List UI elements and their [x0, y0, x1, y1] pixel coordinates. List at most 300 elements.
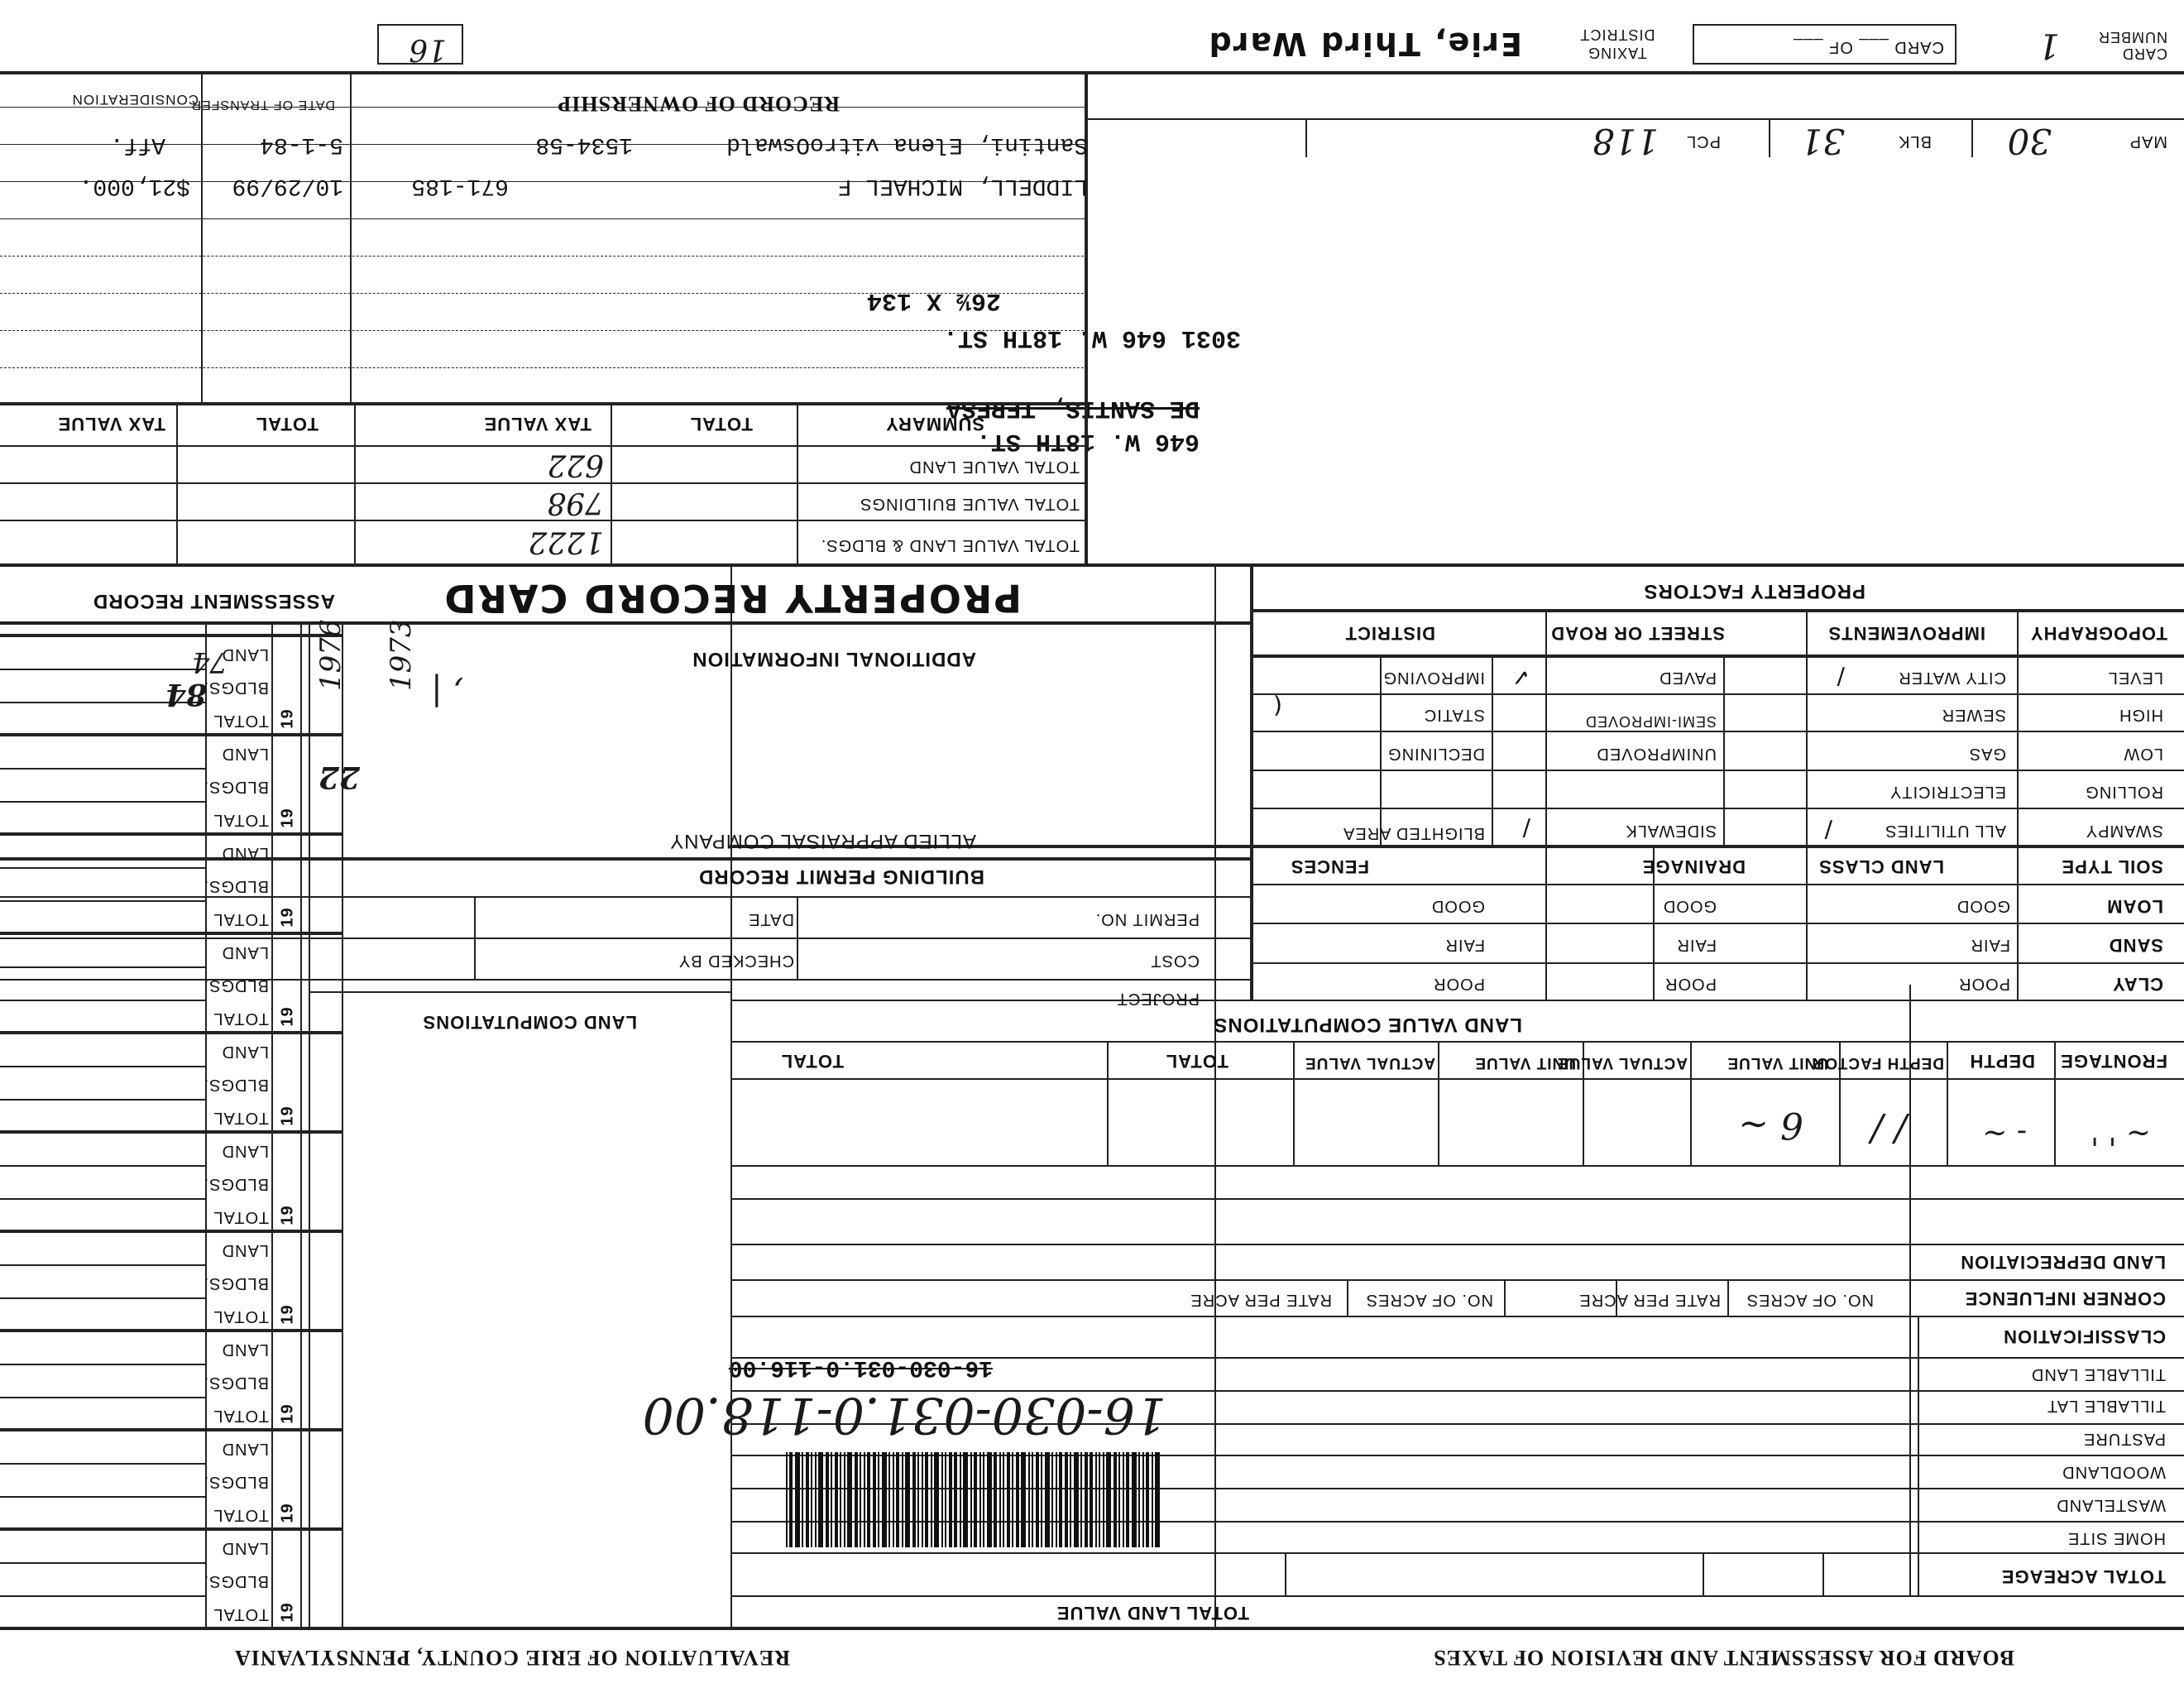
assessment-row-line — [0, 1496, 207, 1498]
class-col-c — [1504, 1281, 1506, 1317]
street-unimproved: UNIMPROVED — [1596, 745, 1717, 763]
pf-v7 — [1250, 567, 1253, 1001]
barcode-bar — [983, 1452, 984, 1547]
permit-r3 — [0, 979, 1253, 981]
frame-top — [0, 1627, 2184, 1630]
land-grid-v1 — [1918, 1316, 1919, 1597]
summary-header-total-2: TOTAL — [255, 414, 318, 434]
assessment-row-label: LAND — [221, 844, 269, 862]
barcode-bar — [970, 1452, 972, 1547]
assessment-year-prefix: 19 — [278, 1205, 297, 1225]
land-row-8 — [732, 1316, 2184, 1317]
pf-row8 — [1253, 693, 2184, 695]
soil-type-header: SOIL TYPE — [2061, 856, 2163, 877]
barcode-bar — [941, 1452, 943, 1547]
drainage-header: DRAINAGE — [1641, 856, 1746, 877]
ownership-title: RECORD OF OWNERSHIP — [557, 92, 840, 116]
ownership-entry-2-ref: 671-185 — [411, 173, 509, 199]
barcode-bar — [1106, 1452, 1111, 1547]
total-land-value-label: TOTAL LAND VALUE — [1056, 1603, 1249, 1623]
summary-r2 — [0, 482, 1088, 484]
summary-value-land: 622 — [547, 448, 604, 482]
assessment-row-line — [0, 733, 343, 736]
fences-poor: POOR — [1433, 975, 1485, 993]
barcode-bar — [922, 1452, 923, 1547]
barcode-bar — [1070, 1452, 1071, 1547]
map-v1 — [1971, 120, 1973, 157]
barcode-bar — [855, 1452, 858, 1547]
pf-row7 — [1253, 731, 2184, 732]
assessment-row-line — [0, 1463, 207, 1465]
barcode-bar — [882, 1452, 887, 1547]
map-value: 30 — [2007, 121, 2052, 161]
land-comp-v — [730, 993, 732, 1630]
additional-info-title: ADDITIONAL INFORMATION — [692, 648, 976, 670]
barcode-bar — [963, 1452, 968, 1547]
assessment-record-title: ASSESSMENT RECORD — [92, 590, 335, 612]
assessment-row-label: TOTAL — [213, 1307, 269, 1326]
district-improving: IMPROVING — [1382, 669, 1485, 687]
land-label-col — [1909, 985, 1911, 1597]
land-computations-title: LAND COMPUTATIONS — [422, 1012, 637, 1033]
summary-r4 — [0, 402, 1088, 405]
pf-v1 — [2017, 612, 2019, 1001]
permit-cost: COST — [1150, 952, 1200, 970]
assessment-year-prefix: 19 — [278, 708, 297, 729]
assessment-year-prefix: 19 — [278, 907, 297, 928]
label-tillable-land: TILLABLE LAND — [2030, 1365, 2166, 1383]
land-class-header: LAND CLASS — [1818, 856, 1944, 877]
check-paved: ✓ — [1511, 664, 1530, 691]
assessment-row-line — [0, 1562, 207, 1564]
parcel-number-handwritten: 16-030-031.0-118.00 — [642, 1386, 1166, 1444]
assessment-row-line — [0, 1428, 343, 1431]
assessment-row-line — [0, 1165, 207, 1167]
landclass-good: GOOD — [1956, 897, 2010, 915]
ownership-ruled-line — [0, 293, 1088, 294]
ownership-entry-1-ref: 1534-58 — [535, 132, 633, 157]
barcode-bar — [864, 1452, 865, 1547]
assessment-year-prefix: 19 — [278, 1006, 297, 1027]
land-grid-v3 — [1703, 1554, 1704, 1597]
district-static: STATIC — [1423, 706, 1485, 724]
assessment-row-label: LAND — [221, 1440, 269, 1458]
barcode-bar — [789, 1452, 793, 1547]
card-number-value: 1 — [2038, 26, 2060, 66]
barcode-bar — [987, 1452, 992, 1547]
barcode-bar — [979, 1452, 981, 1547]
barcode-bar — [999, 1452, 1001, 1547]
pf-row9 — [1253, 655, 2184, 658]
barcode-bar — [1028, 1452, 1030, 1547]
summary-v2 — [611, 405, 612, 567]
barcode-bar — [1074, 1452, 1079, 1547]
barcode-bar — [1126, 1452, 1129, 1547]
map-label: MAP — [2129, 132, 2167, 151]
assessment-row-line — [0, 1099, 207, 1101]
owner-dimensions: 26½ X 134 — [866, 286, 1001, 314]
owner-struck: DE SANTIS, TERESA — [946, 394, 1200, 422]
label-classification: CLASSIFICATION — [2003, 1326, 2166, 1347]
barcode-bar — [1080, 1452, 1082, 1547]
barcode-bar — [994, 1452, 997, 1547]
map-row-top — [1088, 118, 2184, 120]
col-no-of-acres-2: NO. OF ACRES — [1365, 1291, 1493, 1309]
comp-v8 — [1107, 1043, 1109, 1167]
barcode-bar — [925, 1452, 928, 1547]
comp-v1 — [2054, 1043, 2056, 1167]
barcode-bar — [831, 1452, 832, 1547]
street-semi-improved: SEMI-IMPROVED — [1584, 713, 1717, 730]
pf-v4 — [1545, 612, 1547, 1001]
ownership-col-transfer: DATE OF TRANSFER — [190, 98, 335, 112]
pf-row3 — [1253, 884, 2184, 885]
barcode-bar — [847, 1452, 852, 1547]
land-row-9 — [732, 1279, 2184, 1281]
pf-district-header: DISTRICT — [1344, 623, 1435, 644]
barcode-bar — [802, 1452, 803, 1547]
barcode-bar — [840, 1452, 841, 1547]
barcode-bar — [1090, 1452, 1093, 1547]
assessment-row-label: TOTAL — [213, 1009, 269, 1028]
barcode-bar — [818, 1452, 823, 1547]
barcode-bar — [945, 1452, 946, 1547]
assessment-row-label: BLDGS. — [203, 679, 269, 697]
assessment-row-label: LAND — [221, 1142, 269, 1160]
addl-info-v2 — [309, 625, 310, 1630]
barcode-bar — [1045, 1452, 1050, 1547]
barcode-bar — [1114, 1452, 1117, 1547]
summary-value-total: 1222 — [528, 525, 604, 559]
pf-topography-header: TOPOGRAPHY — [2029, 623, 2167, 644]
comp-frontage: FRONTAGE — [2060, 1051, 2167, 1072]
permit-project: PROJECT — [1116, 990, 1200, 1008]
barcode-bar — [888, 1452, 890, 1547]
comp-mark-4: 6 ~ — [1738, 1104, 1803, 1146]
fences-fair: FAIR — [1444, 936, 1485, 954]
summary-row-buildings: TOTAL VALUE BUILDINGS — [860, 495, 1080, 513]
pf-row6 — [1253, 770, 2184, 771]
permit-title: BUILDING PERMIT RECORD — [698, 866, 984, 888]
comp-mark-2: - ~ — [1982, 1116, 2027, 1150]
assessment-year-prefix: 19 — [278, 808, 297, 828]
permit-top — [0, 857, 1253, 861]
ownership-entry-1-consideration: Aff. — [109, 132, 165, 157]
summary-header-taxvalue-1: TAX VALUE — [483, 414, 592, 434]
barcode-bar — [1118, 1452, 1120, 1547]
barcode-bar — [867, 1452, 870, 1547]
barcode-bar — [1032, 1452, 1033, 1547]
comp-v6 — [1438, 1043, 1439, 1167]
topo-high: HIGH — [2119, 706, 2163, 724]
barcode-bar — [1085, 1452, 1088, 1547]
property-record-card-title: PROPERTY RECORD CARD — [443, 576, 1022, 621]
assessment-row-line — [0, 1527, 343, 1531]
map-v3 — [1305, 120, 1307, 157]
assessment-row-line — [0, 669, 207, 670]
topo-rolling: ROLLING — [2085, 783, 2163, 801]
pf-v6 — [1380, 658, 1382, 848]
label-home-site: HOME SITE — [2067, 1529, 2166, 1547]
soil-sand: SAND — [2108, 935, 2163, 956]
assessment-row-label: LAND — [221, 943, 269, 961]
assessment-row-label: TOTAL — [213, 1605, 269, 1623]
parcel-barcode — [779, 1452, 1160, 1547]
comp-v2 — [1947, 1043, 1948, 1167]
comp-row-top — [732, 1165, 2184, 1167]
assessment-row-label: TOTAL — [213, 1109, 269, 1127]
assessment-row-label: TOTAL — [213, 910, 269, 928]
barcode-bar — [917, 1452, 919, 1547]
permit-r2 — [0, 938, 1253, 939]
owner-address-2: 646 W. 18TH ST. — [975, 427, 1200, 455]
pf-improvements-header: IMPROVEMENTS — [1827, 623, 1985, 644]
barcode-bar — [1142, 1452, 1144, 1547]
comp-depth-factor: DEPTH FACTOR — [1812, 1054, 1944, 1072]
permit-v1 — [797, 898, 798, 981]
header-county-title: REVALUATION OF ERIE COUNTY, PENNSYLVANIA — [233, 1646, 790, 1670]
ownership-ruled-line — [0, 330, 1088, 331]
topo-low: LOW — [2123, 745, 2163, 763]
barcode-bar — [1051, 1452, 1053, 1547]
assessment-year-prefix: 19 — [278, 1503, 297, 1523]
barcode-bar — [1003, 1452, 1004, 1547]
label-tillable-lat: TILLABLE LAT — [2047, 1397, 2166, 1415]
pf-v3 — [1723, 658, 1725, 848]
label-wasteland: WASTELAND — [2056, 1496, 2166, 1514]
own-v1 — [350, 74, 352, 405]
assess-v3 — [271, 625, 273, 1630]
land-row-11 — [732, 1198, 2184, 1200]
comp-unit-value-1: UNIT VALUE — [1727, 1054, 1828, 1072]
comp-total-1: TOTAL — [1165, 1051, 1228, 1072]
assessment-row-line — [0, 1066, 207, 1067]
barcode-bar — [896, 1452, 899, 1547]
label-woodland: WOODLAND — [2062, 1463, 2166, 1481]
assessment-row-line — [0, 634, 343, 637]
barcode-bar — [815, 1452, 817, 1547]
drainage-good: GOOD — [1662, 897, 1717, 915]
assessment-year-prefix: 19 — [278, 1304, 297, 1325]
taxing-district-value: Erie, Third Ward — [1207, 26, 1522, 62]
assessment-row-line — [0, 900, 207, 902]
assessment-row-label: LAND — [221, 645, 269, 664]
assessment-row-line — [0, 768, 207, 770]
landclass-fair: FAIR — [1970, 936, 2010, 954]
label-corner-influence: CORNER INFLUENCE — [1964, 1288, 2166, 1309]
class-col-a — [1727, 1281, 1729, 1317]
land-comp-h — [310, 991, 732, 993]
assessment-row-label: BLDGS. — [203, 976, 269, 995]
pf-top — [732, 1000, 2184, 1001]
comp-depth: DEPTH — [1969, 1051, 2035, 1072]
topo-level: LEVEL — [2107, 669, 2163, 687]
summary-header-summary: SUMMARY — [885, 414, 984, 434]
own-v2 — [201, 74, 203, 405]
land-grid-v2 — [1822, 1554, 1824, 1597]
assessment-row-line — [0, 867, 207, 869]
assessment-row-label: LAND — [221, 1340, 269, 1359]
assessment-row-label: BLDGS. — [203, 877, 269, 895]
ownership-ruled-line — [0, 218, 1088, 219]
comp-total-2: TOTAL — [780, 1051, 844, 1072]
street-paved: PAVED — [1659, 669, 1717, 687]
barcode-bar — [1152, 1452, 1153, 1547]
assessment-year-prefix: 19 — [278, 1602, 297, 1623]
ownership-entry-2-consideration: $21,000. — [79, 173, 190, 199]
land-grid-v4 — [1285, 1554, 1286, 1597]
landclass-poor: POOR — [1958, 975, 2010, 993]
barcode-bar — [960, 1452, 961, 1547]
imp-gas: GAS — [1968, 745, 2006, 763]
barcode-bar — [893, 1452, 894, 1547]
assessment-row-line — [0, 932, 343, 935]
imp-all-utilities: ALL UTILITIES — [1885, 822, 2006, 840]
frame-bottom — [0, 71, 2184, 74]
drainage-poor: POOR — [1664, 975, 1717, 993]
barcode-bar — [974, 1452, 977, 1547]
barcode-bar — [1059, 1452, 1062, 1547]
assessment-row-line — [0, 832, 343, 836]
barcode-bar — [1012, 1452, 1013, 1547]
assess-mark-84: 84 — [165, 677, 207, 712]
barcode-bar — [954, 1452, 957, 1547]
assessment-row-line — [0, 1264, 207, 1266]
barcode-bar — [1146, 1452, 1149, 1547]
pf-row1 — [1253, 962, 2184, 964]
barcode-bar — [844, 1452, 845, 1547]
pf-street-header: STREET OR ROAD — [1550, 623, 1725, 644]
owner-parcel-line: 3031 646 W. 18TH ST. — [942, 324, 1241, 352]
summary-row-total: TOTAL VALUE LAND & BLDGS. — [820, 536, 1080, 554]
assessment-row-label: BLDGS. — [203, 1572, 269, 1590]
summary-r3 — [0, 445, 1088, 447]
assessment-row-line — [0, 1329, 343, 1332]
ownership-entry-1-name: Santini, Elena vitroOswald — [726, 132, 1088, 157]
barcode-bar — [826, 1452, 829, 1547]
soil-loam: LOAM — [2106, 896, 2163, 917]
check-blighted: / — [1522, 815, 1530, 842]
col-rate-per-acre-2: RATE PER ACRE — [1190, 1291, 1332, 1309]
assessment-row-label: TOTAL — [213, 1407, 269, 1425]
barcode-bar — [1056, 1452, 1057, 1547]
assessment-row-line — [0, 1364, 207, 1365]
pf-row5 — [1253, 808, 2184, 809]
assessment-row-line — [0, 1297, 207, 1299]
land-table-left-border — [1214, 567, 1216, 1630]
class-col-d — [1347, 1281, 1348, 1317]
check-static: ( — [1273, 693, 1282, 720]
barcode-bar — [1041, 1452, 1042, 1547]
property-factors-title: PROPERTY FACTORS — [1643, 580, 1866, 602]
ownership-ruled-line — [0, 256, 1088, 257]
imp-city-water: CITY WATER — [1898, 669, 2006, 687]
taxing-district-label: TAXING DISTRICT — [1579, 26, 1655, 61]
barcode-bar — [934, 1452, 939, 1547]
assessment-row-label: BLDGS. — [203, 1076, 269, 1094]
pf-row2 — [1253, 923, 2184, 924]
comp-mark-3: / / — [1870, 1108, 1907, 1150]
assessment-row-label: TOTAL — [213, 811, 269, 829]
assessment-row-line — [0, 1031, 343, 1034]
land-row-10 — [732, 1244, 2184, 1245]
blk-value: 31 — [1800, 121, 1845, 161]
summary-r1 — [0, 520, 1088, 521]
ownership-entry-1-date: 5-1-84 — [260, 132, 343, 157]
card-of-label: CARD ___ OF ___ — [1793, 38, 1944, 56]
assess-v2 — [300, 625, 302, 1630]
assessment-row-line — [0, 801, 207, 803]
permit-no: PERMIT NO. — [1094, 910, 1200, 928]
barcode-bar — [1016, 1452, 1019, 1547]
barcode-bar — [1123, 1452, 1124, 1547]
barcode-bar — [1036, 1452, 1039, 1547]
comp-v4 — [1690, 1043, 1692, 1167]
assess-mark-22: 22 — [318, 760, 360, 794]
assessment-row-line — [0, 1000, 207, 1001]
comp-row-title — [732, 1041, 2184, 1043]
assess-year-1976: 1976 — [314, 619, 347, 691]
assessment-row-line — [0, 1230, 343, 1233]
addl-info-mark: , | — [431, 674, 463, 712]
assessment-row-label: BLDGS. — [203, 778, 269, 796]
barcode-bar — [835, 1452, 838, 1547]
barcode-bar — [1103, 1452, 1104, 1547]
district-declining: DECLINING — [1387, 745, 1485, 763]
assessment-row-label: TOTAL — [213, 1506, 269, 1524]
ownership-ruled-line — [0, 367, 1088, 368]
summary-v4 — [176, 405, 178, 567]
comp-actual-value-2: ACTUAL VALUE — [1304, 1054, 1435, 1072]
assessment-year-prefix: 19 — [278, 1403, 297, 1424]
barcode-bar — [1065, 1452, 1068, 1547]
check-sidewalk: / — [1824, 817, 1832, 844]
barcode-bar — [873, 1452, 876, 1547]
assess-year-1973: 1973 — [385, 619, 418, 691]
land-value-computations-title: LAND VALUE COMPUTATIONS — [1213, 1014, 1522, 1036]
barcode-bar — [1095, 1452, 1097, 1547]
assessment-row-label: BLDGS. — [203, 1374, 269, 1392]
barcode-bar — [1021, 1452, 1026, 1547]
summary-header-total-1: TOTAL — [689, 414, 753, 434]
imp-sewer: SEWER — [1941, 706, 2006, 724]
pcl-value: 118 — [1592, 121, 1659, 161]
barcode-bar — [902, 1452, 903, 1547]
barcode-bar — [786, 1452, 788, 1547]
barcode-bar — [1155, 1452, 1160, 1547]
permit-v2 — [474, 898, 476, 981]
assessment-row-label: LAND — [221, 1539, 269, 1557]
barcode-bar — [905, 1452, 910, 1547]
comp-row-bottom — [732, 1078, 2184, 1080]
permit-r1 — [0, 896, 1253, 898]
total-land-value-line — [732, 1595, 2184, 1597]
assessment-row-label: TOTAL — [213, 1208, 269, 1226]
assessment-row-line — [0, 1595, 207, 1597]
assessment-row-label: BLDGS. — [203, 1274, 269, 1292]
assessment-row-line — [0, 1397, 207, 1398]
comp-mark-1: ~ ' ' — [2091, 1116, 2151, 1150]
card-number-label: CARD NUMBER — [2097, 29, 2167, 62]
imp-electricity: ELECTRICITY — [1889, 783, 2006, 801]
assessment-row-label: LAND — [221, 1043, 269, 1061]
assessment-row-label: LAND — [221, 1241, 269, 1259]
permit-date: DATE — [748, 910, 794, 928]
comp-actual-value-1: ACTUAL VALUE — [1556, 1054, 1688, 1072]
pcl-label: PCL — [1686, 132, 1721, 151]
frame-middle — [0, 563, 2184, 567]
blk-label: BLK — [1898, 132, 1932, 151]
